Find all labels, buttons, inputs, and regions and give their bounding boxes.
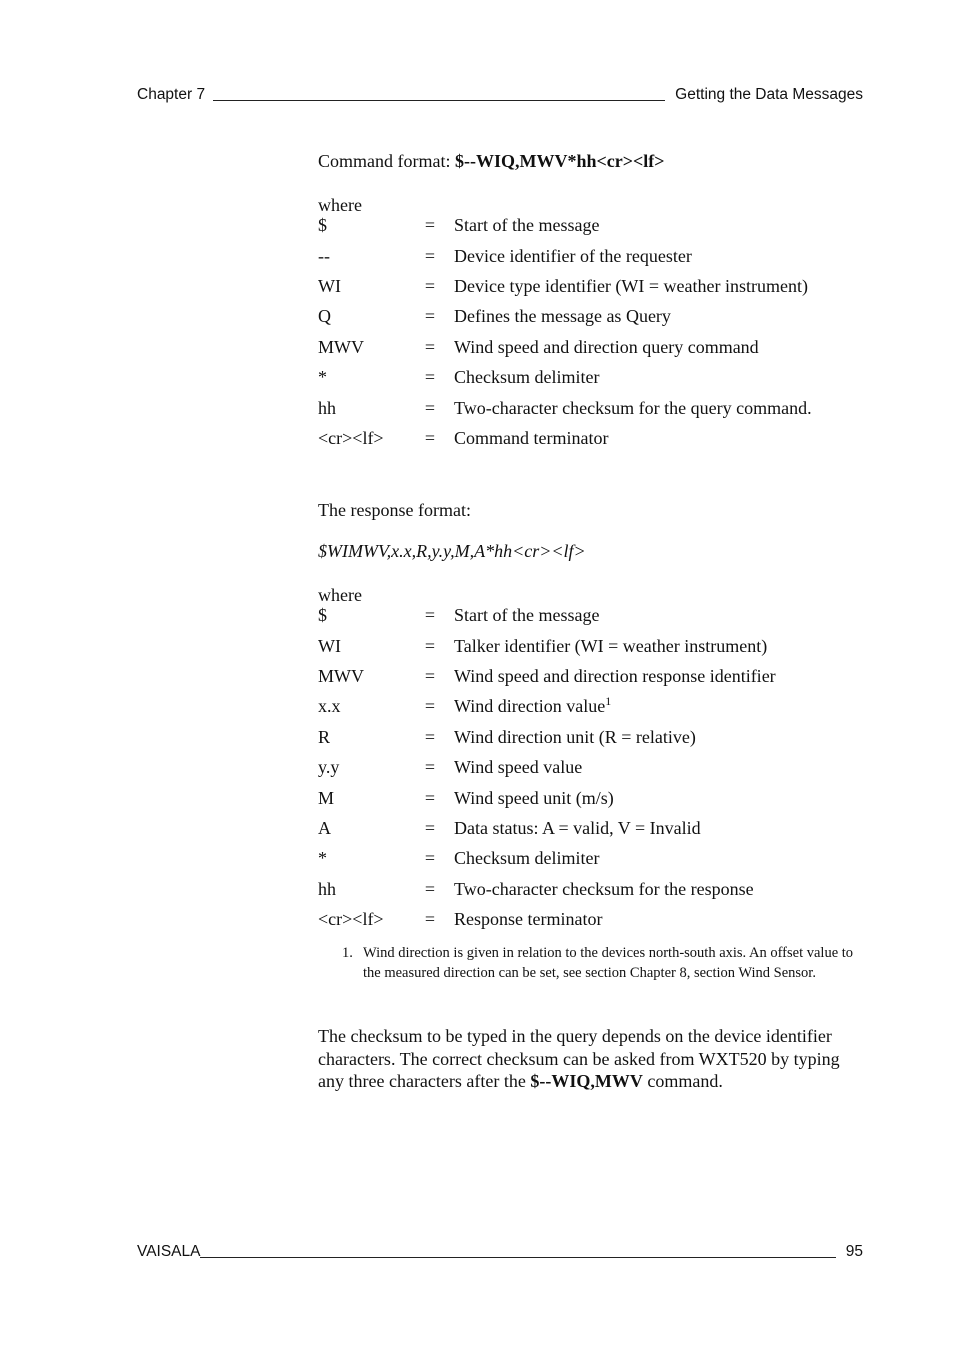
definition-description: Wind speed and direction query command [454,336,759,357]
response-format-value: $WIMWV,x.x,R,y.y,M,A*hh<cr><lf> [318,541,586,562]
definition-equals: = [424,818,436,839]
definition-row [318,874,866,904]
closing-text-start: The checksum to be typed in the query depends on the device identifier characters. The correct checksum can be asked from WXT520 by typing any three characters after the [318,1026,840,1092]
header-rule [213,99,665,101]
definition-row [318,392,866,422]
definition-description-cell [454,305,866,327]
definition-equals: = [424,336,436,357]
definition-description-cell [454,787,866,809]
definition-description: Wind direction value [454,696,606,717]
command-format-label: Command format: [318,151,455,171]
definition-equals: = [424,696,436,717]
definition-equals: = [424,848,436,869]
definition-symbol: Q [318,306,331,327]
closing-paragraph [318,1025,866,1093]
definition-description: Checksum delimiter [454,367,600,388]
definition-row [318,752,866,782]
definition-row [318,271,866,301]
definition-description-cell [454,604,866,626]
definition-description: Data status: A = valid, V = Invalid [454,818,701,839]
definition-symbol: MWV [318,336,364,357]
definition-equals: = [424,757,436,778]
definition-symbol: WI [318,275,341,296]
definition-row [318,813,866,843]
definition-equals: = [424,306,436,327]
definition-description-cell [454,756,866,778]
footnote-reference: 1 [605,694,612,709]
definition-equals: = [424,367,436,388]
definition-equals: = [424,427,436,448]
definition-description: Device type identifier (WI = weather instrument) [454,275,809,296]
definition-row [318,240,866,270]
definition-description: Checksum delimiter [454,848,600,869]
definition-description: Wind speed unit (m/s) [454,787,614,808]
definition-description-cell [454,427,866,449]
definition-description: Response terminator [454,909,603,930]
definition-description-cell [454,665,866,687]
definition-symbol: * [318,367,327,388]
definition-description: Talker identifier (WI = weather instrument) [454,635,768,656]
definition-equals: = [424,215,436,236]
definition-row [318,843,866,873]
definition-equals: = [424,726,436,747]
definition-symbol: -- [318,245,330,266]
definition-row [318,362,866,392]
definition-symbol: A [318,818,331,839]
definition-description-cell [454,726,866,748]
page-content [318,150,866,1093]
definition-equals: = [424,397,436,418]
definition-equals: = [424,878,436,899]
definition-symbol: hh [318,878,336,899]
definition-symbol: M [318,787,335,808]
definition-equals: = [424,787,436,808]
definition-symbol: R [318,726,331,747]
definition-symbol: y.y [318,757,340,778]
definition-symbol: MWV [318,666,364,687]
page-number: 95 [845,1243,863,1260]
definition-symbol: * [318,848,327,869]
definition-row [318,301,866,331]
definition-description: Two-character checksum for the response [454,878,754,899]
footnote-number: 1. [342,945,353,962]
definition-description: Command terminator [454,427,609,448]
definition-description: Start of the message [454,215,600,236]
definition-description-cell [454,275,866,297]
page-header [137,86,863,104]
definition-description-cell [454,695,866,717]
definition-symbol: <cr><lf> [318,427,384,448]
definition-description: Wind direction unit (R = relative) [454,726,696,747]
definition-description-cell [454,214,866,236]
definition-description: Wind speed value [454,757,583,778]
definition-row [318,722,866,752]
definition-row [318,782,866,812]
definition-description: Wind speed and direction response identifier [454,666,776,687]
command-format-value: $--WIQ,MWV*hh<cr><lf> [454,151,665,171]
definition-description: Defines the message as Query [454,306,671,327]
response-format-label: The response format: [318,500,471,521]
definition-row [318,904,866,934]
response-where: where [318,585,362,606]
definition-row [318,661,866,691]
command-where: where [318,195,362,215]
definition-row [318,631,866,661]
definition-equals: = [424,909,436,930]
definition-symbol: WI [318,635,341,656]
definition-row [318,600,866,630]
definition-description-cell [454,245,866,267]
footer-rule [200,1256,835,1258]
definition-equals: = [424,245,436,266]
closing-command: $--WIQ,MWV [530,1071,643,1092]
definition-description: Two-character checksum for the query command. [454,397,812,418]
command-definition-list [318,210,866,453]
definition-description-cell [454,817,866,839]
footer-brand: VAISALA [137,1243,201,1260]
command-format-line [318,150,866,172]
definition-equals: = [424,635,436,656]
chapter-label: Chapter 7 [137,86,206,103]
definition-symbol: <cr><lf> [318,909,384,930]
page-footer [137,1243,863,1261]
definition-description-cell [454,336,866,358]
footnote-text: Wind direction is given in relation to the devices north-south axis. An offset value to the measured direction can be set, see section Chapter 8, section Wind Sensor. [363,945,854,981]
definition-equals: = [424,275,436,296]
chapter-title: Getting the Data Messages [675,86,863,103]
definition-description: Start of the message [454,605,600,626]
definition-row [318,210,866,240]
definition-description-cell [454,397,866,419]
definition-description-cell [454,635,866,657]
definition-description: Device identifier of the requester [454,245,692,266]
definition-description-cell [454,366,866,388]
definition-symbol: hh [318,397,336,418]
definition-symbol: $ [318,605,327,626]
definition-equals: = [424,605,436,626]
closing-text-end: command. [642,1071,723,1092]
footnote [342,944,866,983]
definition-row [318,691,866,721]
definition-description-cell [454,908,866,930]
definition-row [318,423,866,453]
response-definition-list [318,600,866,934]
definition-symbol: x.x [318,696,341,717]
definition-description-cell [454,847,866,869]
definition-description-cell [454,878,866,900]
definition-equals: = [424,666,436,687]
definition-symbol: $ [318,215,327,236]
definition-row [318,332,866,362]
